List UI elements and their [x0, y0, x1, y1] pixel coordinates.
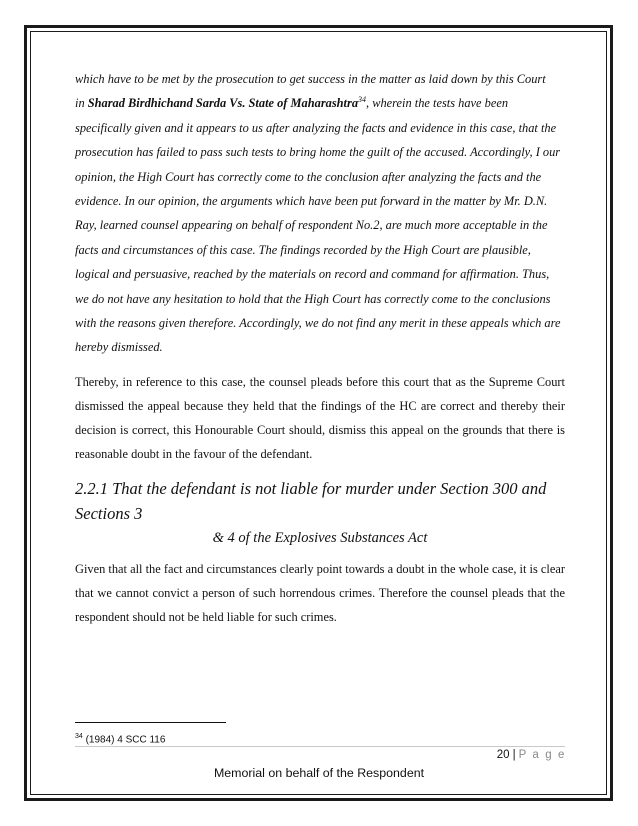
quote-rest: specifically given and it appears to us after analyzing the facts and evidence in this case, that the prosecution has failed to pass such tests to bring home the guilt of the accused. Accordingly, I our opinion, the High Court has correctly come to the conclusion after analyzing the facts and the evidence. In our opinion, the arguments which have been put forward in the matter by Mr. D.N. Ray, learned counsel appearing on behalf of respondent No.2, are much more acceptable in the facts and circumstances of this case. The findings recorded by the High Court are plausible, logical and persuasive, reached by the materials on record and command for affirmation. Thus, we do not have any hesitation to hold that the High Court has correctly come to the conclusions with the reasons given therefore. Accordingly, we do not find any merit in these appeals which are hereby dismissed. — [75, 120, 561, 355]
footnote-separator — [75, 722, 226, 723]
footnote — [75, 733, 165, 745]
paragraph-given: Given that all the fact and circumstances clearly point towards a doubt in the whole case, it is clear that we cannot convict a person of such horrendous crimes. Therefore the counsel pleads that the respondent should not be held liable for such crimes. — [75, 561, 565, 624]
quote-line-1: which have to be met by the prosecution to get success in the matter as laid down by this Court — [75, 72, 546, 86]
section-heading-line-1: 2.2.1 That the defendant is not liable for murder under Section 300 and Sections 3 — [75, 478, 547, 523]
quote-in-prefix: in — [75, 96, 88, 111]
footer-separator — [75, 746, 565, 747]
paragraph-thereby: Thereby, in reference to this case, the counsel pleads before this court that as the Supreme Court dismissed the appeal because they held that the findings of the HC are correct and thereby their decision is correct, this Honourable Court should, dismiss this appeal on the grounds that there is reasonable doubt in the favour of the defendant. — [75, 374, 565, 461]
page-label: P a g e — [518, 749, 566, 761]
section-heading — [75, 476, 565, 551]
page-number-separator: | — [512, 749, 516, 761]
section-heading-line-2: & 4 of the Explosives Substances Act — [212, 529, 428, 546]
footnote-text: (1984) 4 SCC 116 — [82, 734, 166, 746]
footer-text: Memorial on behalf of the Respondent — [213, 766, 425, 780]
case-name: Sharad Birdhichand Sarda Vs. State of Maharashtra — [87, 96, 359, 111]
footnote-ref[interactable]: 34 — [358, 95, 367, 105]
page-number — [497, 749, 566, 761]
page-number-value: 20 — [496, 749, 510, 761]
page-content — [75, 67, 565, 629]
quote-line-2-rest: , wherein the tests have been — [366, 96, 509, 111]
block-quote — [75, 67, 565, 360]
footnote-number: 34 — [75, 733, 83, 740]
